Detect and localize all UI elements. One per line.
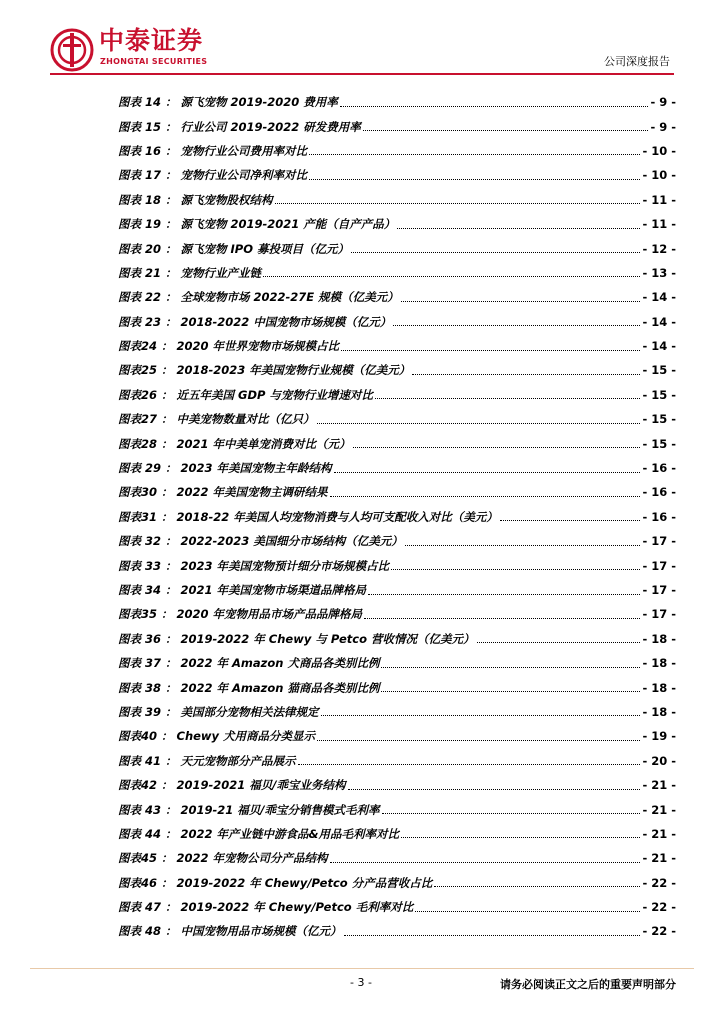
toc-entry-page: - 22 -: [642, 900, 676, 915]
toc-entry-label: 图表 34 ： 2021 年美国宠物市场渠道品牌格局: [118, 583, 367, 597]
toc-entry-page: - 15 -: [642, 363, 676, 378]
toc-dot-leader: [368, 594, 640, 595]
toc-entry[interactable]: [118, 529, 676, 553]
toc-entry-label: 图表 41 ： 天元宠物部分产品展示: [118, 753, 296, 768]
toc-entry[interactable]: [118, 334, 676, 358]
toc-entry-label: 图表40 ： Chewy 犬用商品分类显示: [118, 729, 316, 744]
document-type: 公司深度报告: [604, 55, 670, 68]
toc-dot-leader: [353, 447, 641, 448]
toc-entry-label: 图表 36 ： 2019-2022 年 Chewy 与 Petco 营收情况（亿美元）: [118, 631, 475, 646]
toc-dot-leader: [275, 203, 641, 204]
toc-dot-leader: [401, 837, 640, 838]
toc-entry[interactable]: [118, 261, 676, 285]
toc-entry[interactable]: [118, 724, 676, 748]
toc-dot-leader: [477, 642, 641, 643]
toc-entry-label: 图表27 ： 中美宠物数量对比（亿只）: [118, 412, 315, 427]
toc-entry[interactable]: [118, 358, 676, 382]
toc-entry[interactable]: [118, 797, 676, 821]
toc-entry-page: - 15 -: [642, 436, 676, 451]
toc-entry[interactable]: [118, 578, 676, 602]
toc-entry[interactable]: [118, 749, 676, 773]
toc-entry-page: - 17 -: [642, 607, 676, 622]
toc-dot-leader: [317, 740, 640, 741]
toc-entry-label: 图表 37 ： 2022 年 Amazon 犬商品各类别比例: [118, 656, 380, 671]
toc-entry-label: 图表 43 ： 2019-21 福贝/乖宝分销售模式毛利率: [118, 802, 380, 817]
toc-entry[interactable]: [118, 627, 676, 651]
toc-dot-leader: [434, 886, 640, 887]
toc-entry-label: 图表35 ： 2020 年宠物用品市场产品品牌格局: [118, 607, 363, 622]
toc-entry[interactable]: [118, 480, 676, 504]
toc-entry[interactable]: [118, 602, 676, 626]
toc-entry-page: - 17 -: [642, 558, 676, 573]
toc-entry-label: 图表 17 ： 宠物行业公司净利率对比: [118, 168, 308, 183]
toc-entry-label: 图表45 ： 2022 年宠物公司分产品结构: [118, 851, 328, 866]
toc-entry[interactable]: [118, 553, 676, 577]
toc-entry-page: - 18 -: [642, 704, 676, 719]
toc-dot-leader: [500, 520, 641, 521]
toc-entry[interactable]: [118, 212, 676, 236]
toc-entry-label: 图表 16 ： 宠物行业公司费用率对比: [118, 143, 308, 158]
toc-entry-page: - 20 -: [642, 753, 676, 768]
toc-entry[interactable]: [118, 310, 676, 334]
toc-entry[interactable]: [118, 456, 676, 480]
toc-entry-page: - 21 -: [642, 851, 676, 866]
toc-entry-page: - 14 -: [642, 339, 676, 354]
toc-dot-leader: [348, 789, 641, 790]
toc-dot-leader: [321, 715, 641, 716]
toc-entry-label: 图表28 ： 2021 年中美单宠消费对比（元）: [118, 436, 351, 451]
toc-entry-label: 图表26 ： 近五年美国 GDP 与宠物行业增速对比: [118, 387, 373, 402]
toc-entry[interactable]: [118, 285, 676, 309]
header-divider: [50, 73, 674, 75]
toc-entry[interactable]: [118, 919, 676, 943]
page-header: [0, 0, 724, 80]
toc-dot-leader: [393, 325, 640, 326]
toc-entry[interactable]: [118, 505, 676, 529]
toc-dot-leader: [263, 276, 640, 277]
toc-dot-leader: [340, 106, 649, 107]
toc-entry[interactable]: [118, 871, 676, 895]
toc-dot-leader: [381, 667, 640, 668]
toc-entry[interactable]: [118, 90, 676, 114]
toc-dot-leader: [375, 398, 641, 399]
toc-entry-page: - 15 -: [642, 387, 676, 402]
toc-entry-label: 图表25 ： 2018-2023 年美国宠物行业规模（亿美元）: [118, 363, 411, 378]
toc-entry-page: - 11 -: [642, 217, 676, 232]
toc-entry[interactable]: [118, 822, 676, 846]
toc-entry-page: - 18 -: [642, 631, 676, 646]
toc-entry-label: 图表 29 ： 2023 年美国宠物主年龄结构: [118, 461, 332, 476]
toc-entry-page: - 16 -: [642, 485, 676, 500]
figure-index-list: [118, 90, 676, 944]
footer-divider: [30, 968, 694, 969]
toc-entry-page: - 16 -: [642, 509, 676, 524]
toc-entry[interactable]: [118, 651, 676, 675]
toc-dot-leader: [317, 423, 641, 424]
toc-dot-leader: [364, 618, 640, 619]
disclaimer-note: 请务必阅读正文之后的重要声明部分: [500, 978, 676, 991]
brand-name-en: ZHONGTAI SECURITIES: [100, 57, 208, 66]
toc-entry-label: 图表42 ： 2019-2021 福贝/乖宝业务结构: [118, 778, 346, 793]
toc-entry-page: - 16 -: [642, 461, 676, 476]
toc-entry-label: 图表 15 ： 行业公司 2019-2022 研发费用率: [118, 119, 361, 134]
toc-entry-page: - 13 -: [642, 265, 676, 280]
toc-entry-page: - 22 -: [642, 875, 676, 890]
toc-entry[interactable]: [118, 236, 676, 260]
toc-dot-leader: [341, 350, 640, 351]
toc-entry[interactable]: [118, 895, 676, 919]
toc-entry-label: 图表 19 ： 源飞宠物 2019-2021 产能（自产产品）: [118, 217, 396, 232]
toc-dot-leader: [334, 472, 641, 473]
toc-entry-label: 图表 23 ： 2018-2022 中国宠物市场规模（亿元）: [118, 314, 392, 329]
toc-dot-leader: [298, 764, 641, 765]
toc-entry-page: - 12 -: [642, 241, 676, 256]
toc-entry-label: 图表 20 ： 源飞宠物 IPO 募投项目（亿元）: [118, 241, 350, 256]
toc-entry[interactable]: [118, 163, 676, 187]
toc-dot-leader: [344, 935, 641, 936]
toc-entry[interactable]: [118, 188, 676, 212]
toc-entry[interactable]: [118, 700, 676, 724]
toc-dot-leader: [381, 691, 640, 692]
toc-dot-leader: [391, 569, 640, 570]
toc-dot-leader: [412, 374, 640, 375]
toc-dot-leader: [330, 496, 641, 497]
toc-entry-label: 图表 32 ： 2022-2023 美国细分市场结构（亿美元）: [118, 534, 403, 549]
toc-entry-label: 图表31 ： 2018-22 年美国人均宠物消费与人均可支配收入对比（美元）: [118, 509, 498, 524]
toc-entry-label: 图表 38 ： 2022 年 Amazon 猫商品各类别比例: [118, 680, 380, 695]
toc-entry-label: 图表 21 ： 宠物行业产业链: [118, 265, 262, 280]
toc-entry-page: - 14 -: [642, 314, 676, 329]
toc-entry-page: - 11 -: [642, 192, 676, 207]
toc-dot-leader: [401, 301, 641, 302]
toc-entry[interactable]: [118, 675, 676, 699]
toc-entry[interactable]: [118, 431, 676, 455]
toc-entry-label: 图表24 ： 2020 年世界宠物市场规模占比: [118, 339, 340, 354]
toc-entry[interactable]: [118, 383, 676, 407]
toc-entry-page: - 21 -: [642, 802, 676, 817]
page-number: - 3 -: [350, 976, 372, 989]
zhongtai-logo-icon: [50, 28, 94, 72]
toc-entry-page: - 9 -: [650, 119, 676, 134]
toc-dot-leader: [397, 228, 640, 229]
toc-entry-label: 图表30 ： 2022 年美国宠物主调研结果: [118, 485, 328, 500]
toc-entry-page: - 10 -: [642, 143, 676, 158]
toc-entry-label: 图表 22 ： 全球宠物市场 2022-27E 规模（亿美元）: [118, 290, 399, 305]
toc-dot-leader: [351, 252, 640, 253]
toc-entry-label: 图表 39 ： 美国部分宠物相关法律规定: [118, 704, 319, 719]
toc-entry-page: - 18 -: [642, 680, 676, 695]
toc-dot-leader: [363, 130, 649, 131]
toc-entry-page: - 19 -: [642, 729, 676, 744]
toc-entry[interactable]: [118, 114, 676, 138]
toc-dot-leader: [382, 813, 641, 814]
toc-entry[interactable]: [118, 846, 676, 870]
toc-entry-page: - 21 -: [642, 778, 676, 793]
toc-entry-page: - 17 -: [642, 583, 676, 597]
toc-entry-label: 图表 48 ： 中国宠物用品市场规模（亿元）: [118, 924, 342, 939]
toc-entry-page: - 10 -: [642, 168, 676, 183]
toc-entry[interactable]: [118, 773, 676, 797]
toc-entry-page: - 9 -: [650, 95, 676, 110]
toc-entry-page: - 14 -: [642, 290, 676, 305]
toc-entry-page: - 17 -: [642, 534, 676, 549]
brand-name-cn: 中泰证券: [99, 26, 204, 55]
toc-dot-leader: [309, 154, 640, 155]
toc-entry-label: 图表46 ： 2019-2022 年 Chewy/Petco 分产品营收占比: [118, 875, 433, 890]
toc-entry-page: - 21 -: [642, 826, 676, 841]
toc-entry-label: 图表 47 ： 2019-2022 年 Chewy/Petco 毛利率对比: [118, 900, 414, 915]
toc-dot-leader: [415, 911, 640, 912]
toc-entry-label: 图表 18 ： 源飞宠物股权结构: [118, 192, 273, 207]
toc-entry-page: - 22 -: [642, 924, 676, 939]
toc-entry-page: - 18 -: [642, 656, 676, 671]
toc-entry-page: - 15 -: [642, 412, 676, 427]
toc-entry-label: 图表 14 ： 源飞宠物 2019-2020 费用率: [118, 95, 338, 110]
toc-dot-leader: [405, 545, 641, 546]
toc-dot-leader: [309, 179, 640, 180]
toc-entry-label: 图表 44 ： 2022 年产业链中游食品&用品毛利率对比: [118, 826, 400, 841]
toc-dot-leader: [330, 862, 641, 863]
toc-entry[interactable]: [118, 407, 676, 431]
toc-entry-label: 图表 33 ： 2023 年美国宠物预计细分市场规模占比: [118, 558, 390, 573]
toc-entry[interactable]: [118, 139, 676, 163]
